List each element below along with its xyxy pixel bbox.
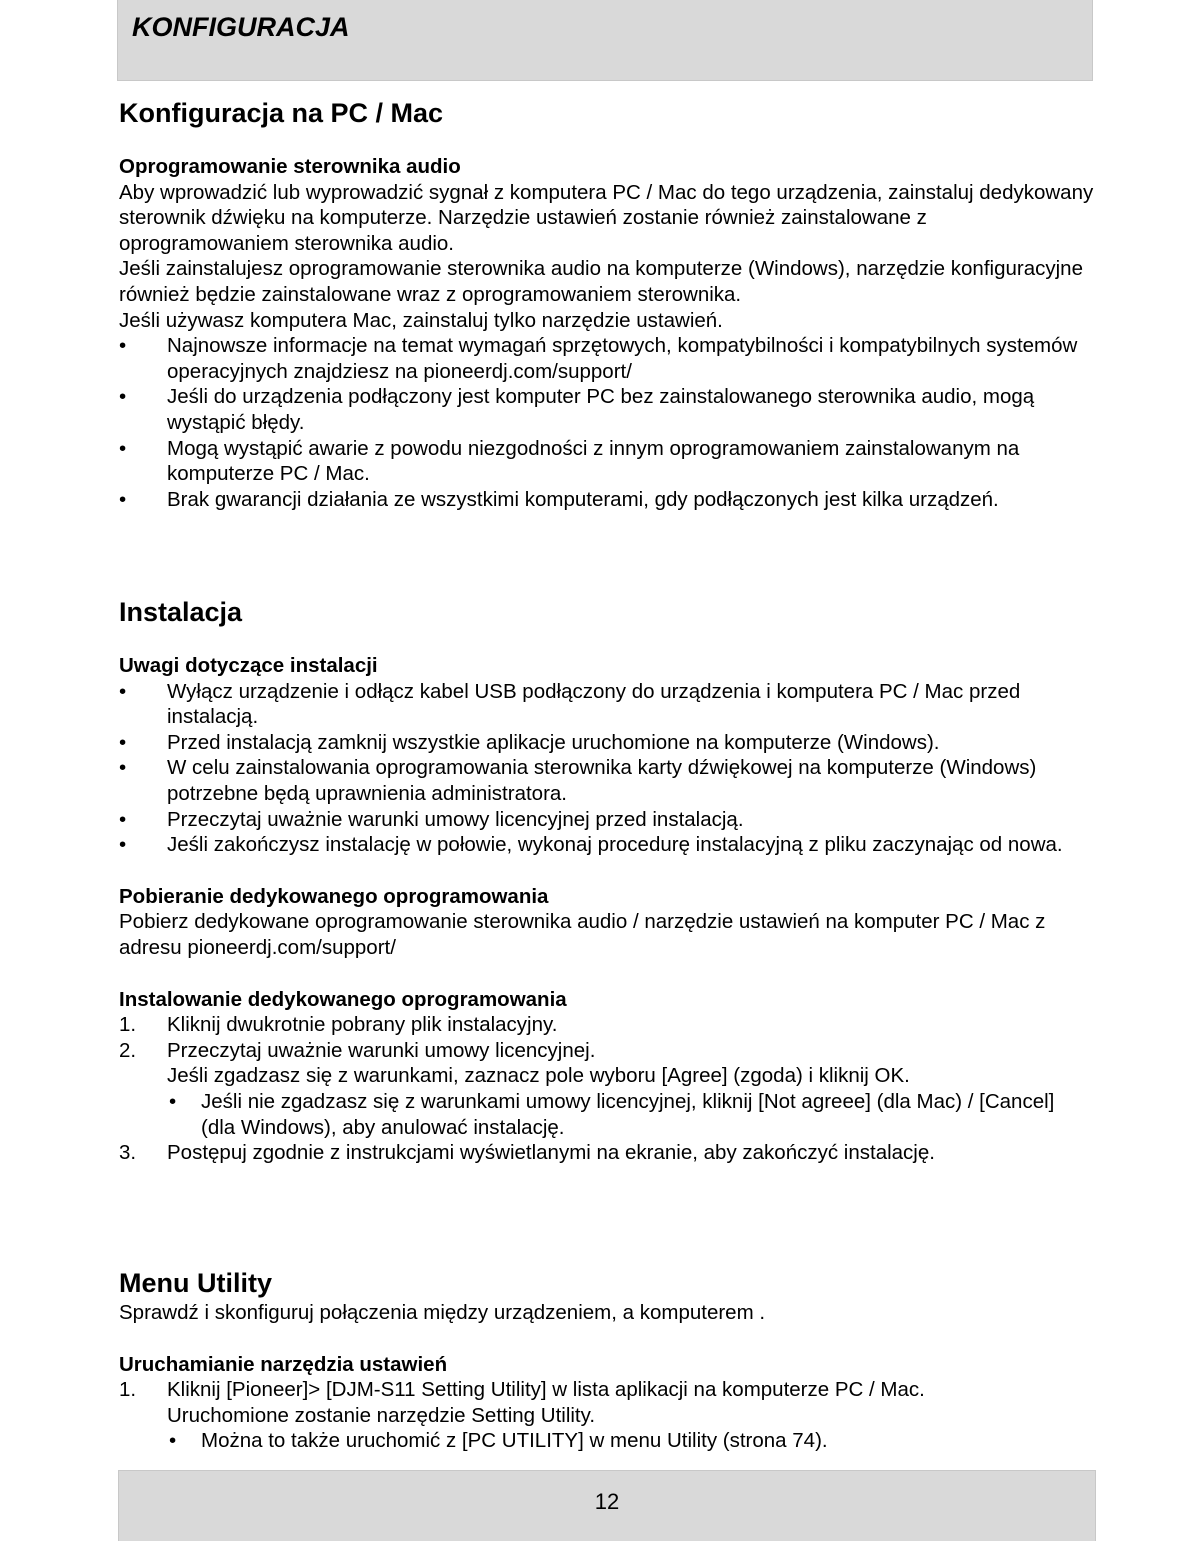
header-title: KONFIGURACJA	[132, 12, 350, 42]
subsection-heading: Instalowanie dedykowanego oprogramowania	[119, 987, 567, 1011]
list-item: 1. Kliknij dwukrotnie pobrany plik instalacyjny.	[119, 1013, 558, 1037]
footer-band	[118, 1470, 1096, 1541]
step-number: 1.	[119, 1378, 137, 1402]
section-pc-mac-config	[119, 96, 1094, 512]
paragraph: Pobierz dedykowane oprogramowanie sterownika audio / narzędzie ustawień na komputer PC / Mac z adresu pioneerdj.com/support/	[119, 910, 1046, 959]
list-item: • Jeśli zakończysz instalację w połowie, wykonaj procedurę instalacyjną z pliku zaczynając od nowa.	[119, 833, 1063, 857]
bullet-marker: •	[119, 487, 127, 511]
list-item: • Brak gwarancji działania ze wszystkimi komputerami, gdy podłączonych jest kilka urządzeń.	[119, 487, 999, 511]
bullet-marker: •	[119, 334, 127, 358]
bullet-marker: •	[169, 1429, 177, 1453]
bullet-marker: •	[119, 385, 127, 409]
paragraph: Aby wprowadzić lub wyprowadzić sygnał z komputera PC / Mac do tego urządzenia, zainstaluj dedykowany sterownik dźwięku na komputerze. Narzędzie ustawień zostanie również zainstalowane z oprogramowaniem sterownika audio.	[119, 180, 1094, 255]
list-item: 2. Przeczytaj uważnie warunki umowy licencyjnej. Jeśli zgadzasz się z warunkami, zaznacz pole wyboru [Agree] (zgoda) i kliknij OK. • Jeśli nie zgadzasz się z warunkami umowy licencyjnej, kliknij [Not agreee] (dla Mac) / [Cancel] (dla Windows), aby anulować instalację.	[119, 1038, 1094, 1140]
section-heading: Instalacja	[119, 597, 243, 627]
list-item: • Wyłącz urządzenie i odłącz kabel USB podłączony do urządzenia i komputera PC / Mac przed instalacją.	[119, 679, 1021, 729]
list-item: • Przeczytaj uważnie warunki umowy licencyjnej przed instalacją.	[119, 807, 744, 831]
bullet-marker: •	[119, 756, 127, 780]
subsection-heading: Uwagi dotyczące instalacji	[119, 654, 378, 677]
section-heading: Menu Utility	[119, 1268, 272, 1298]
numbered-list	[119, 1012, 1094, 1166]
paragraph: Jeśli zainstalujesz oprogramowanie sterownika audio na komputerze (Windows), narzędzie konfiguracyjne również będzie zainstalowane wraz z oprogramowaniem sterownika.	[119, 257, 1083, 306]
page-number: 12	[594, 1489, 620, 1514]
list-item: • W celu zainstalowania oprogramowania sterownika karty dźwiękowej na komputerze (Windows) potrzebne będą uprawnienia administratora.	[119, 756, 1037, 805]
paragraph: Sprawdź i skonfiguruj połączenia między urządzeniem, a komputerem .	[119, 1301, 766, 1324]
bullet-list	[119, 679, 1094, 858]
bullet-marker: •	[119, 436, 127, 460]
paragraph: Jeśli używasz komputera Mac, zainstaluj tylko narzędzie ustawień.	[119, 308, 723, 332]
list-item: • Najnowsze informacje na temat wymagań sprzętowych, kompatybilności i kompatybilnych systemów operacyjnych znajdziesz na pioneerdj.com/support/	[119, 334, 1078, 383]
sub-list-item: • Jeśli nie zgadzasz się z warunkami umowy licencyjnej, kliknij [Not agreee] (dla Mac) / [Cancel] (dla Windows), aby anulować instalację.	[169, 1089, 1055, 1139]
bullet-marker: •	[119, 807, 127, 831]
subsection-heading: Oprogramowanie sterownika audio	[119, 155, 461, 178]
sub-list-item: • Można to także uruchomić z [PC UTILITY] w menu Utility (strona 74).	[169, 1429, 828, 1453]
bullet-marker: •	[119, 833, 127, 857]
bullet-marker: •	[119, 730, 127, 754]
step-number: 3.	[119, 1141, 137, 1165]
section-heading: Konfiguracja na PC / Mac	[119, 98, 444, 128]
subsection-heading: Uruchamianie narzędzia ustawień	[119, 1352, 448, 1376]
section-menu-utility	[119, 1266, 1094, 1454]
list-item: • Mogą wystąpić awarie z powodu niezgodności z innym oprogramowaniem zainstalowanym na komputerze PC / Mac.	[119, 436, 1020, 486]
bullet-marker: •	[169, 1089, 177, 1113]
step-number: 1.	[119, 1013, 137, 1037]
subsection-heading: Pobieranie dedykowanego oprogramowania	[119, 884, 549, 908]
list-item: 3. Postępuj zgodnie z instrukcjami wyświetlanymi na ekranie, aby zakończyć instalację.	[119, 1141, 935, 1165]
list-item: 1. Kliknij [Pioneer]> [DJM-S11 Setting Utility] w lista aplikacji na komputerze PC / Mac. Uruchomione zostanie narzędzie Setting Utility. • Można to także uruchomić z [PC UTILITY] w menu Utility (strona 74).	[119, 1377, 1094, 1454]
list-item: • Przed instalacją zamknij wszystkie aplikacje uruchomione na komputerze (Windows).	[119, 730, 940, 754]
list-item: • Jeśli do urządzenia podłączony jest komputer PC bez zainstalowanego sterownika audio, mogą wystąpić błędy.	[119, 385, 1035, 434]
numbered-list	[119, 1377, 1094, 1454]
header-band	[117, 0, 1093, 81]
step-number: 2.	[119, 1038, 137, 1062]
bullet-list	[119, 333, 1094, 512]
bullet-marker: •	[119, 679, 127, 703]
section-installation	[119, 595, 1094, 1166]
